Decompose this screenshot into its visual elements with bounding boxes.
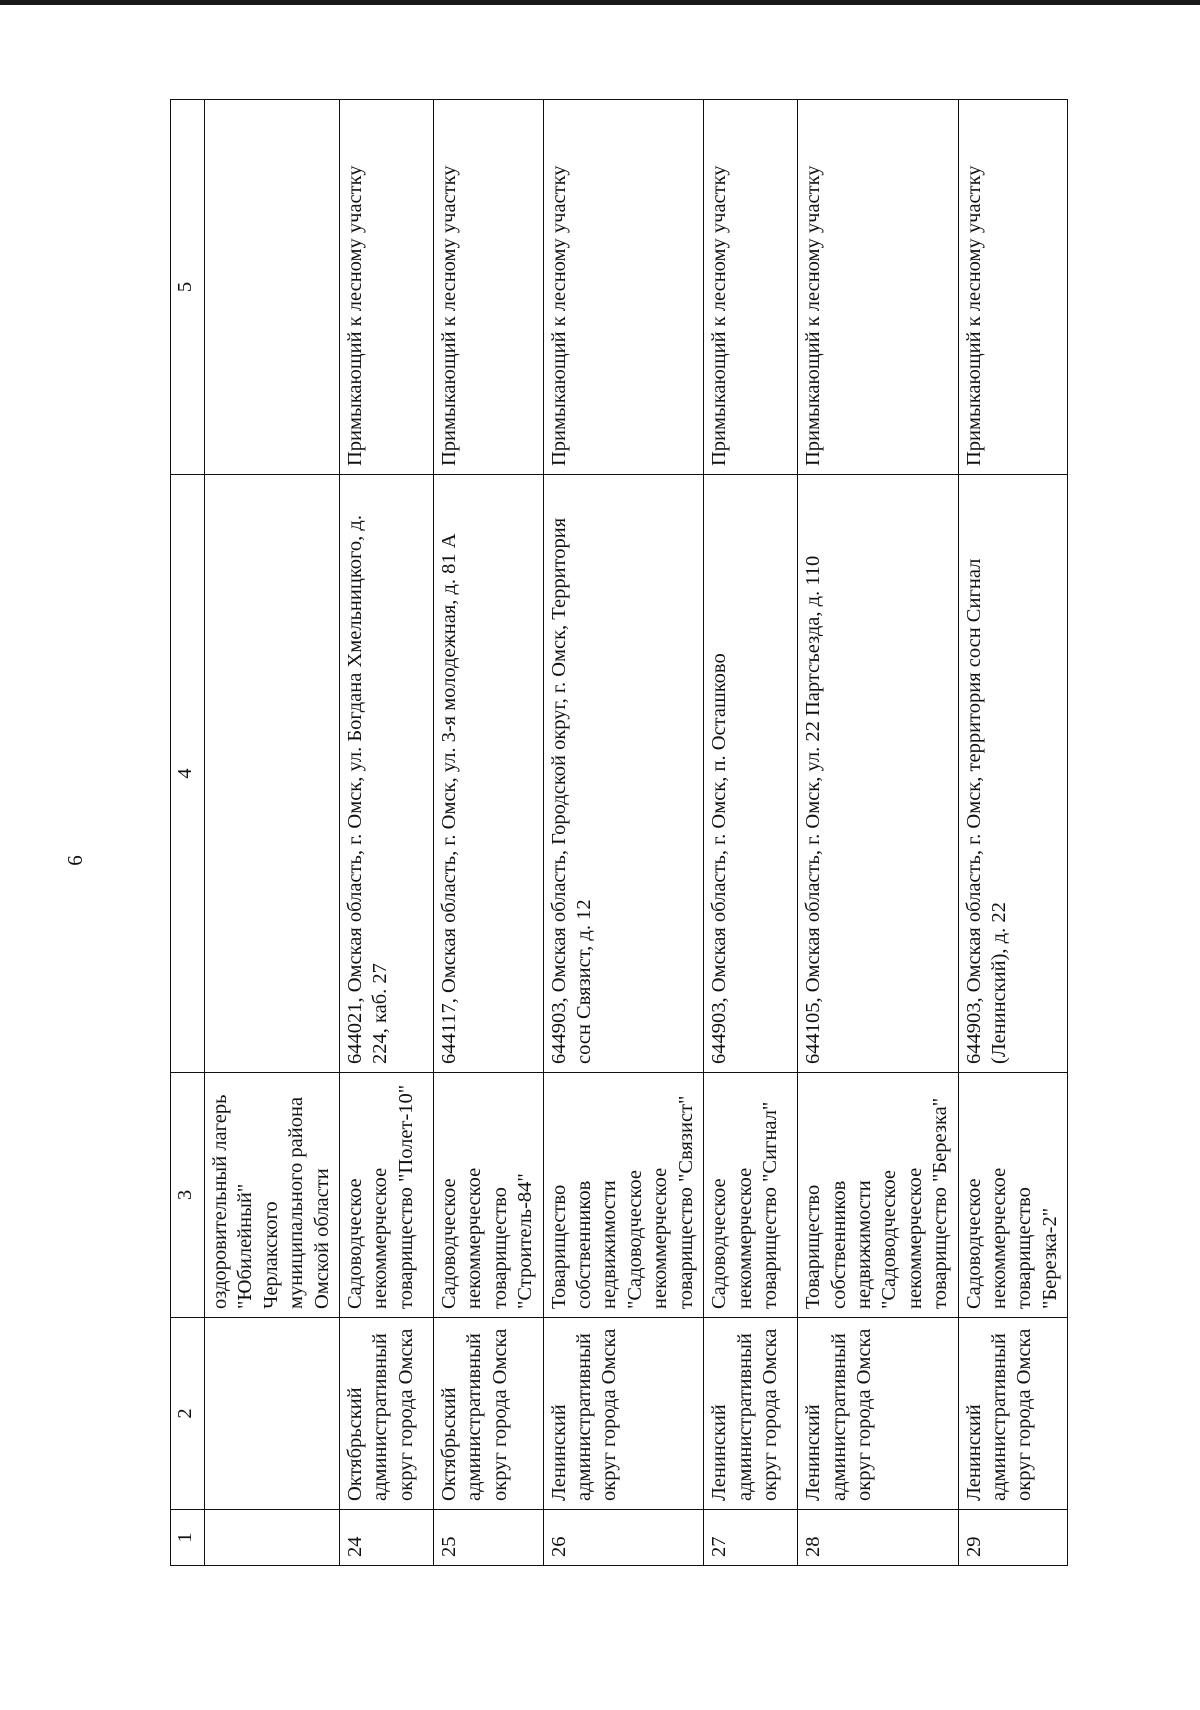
row-district: Ленинский административный округ города Омска (543, 1318, 703, 1510)
header-cell-4: 4 (171, 475, 205, 1073)
table-row (958, 100, 1068, 1566)
row-type: Примыкающий к лесному участку (434, 100, 544, 475)
row-district: Ленинский административный округ города Омска (704, 1318, 798, 1510)
cont-num (205, 1510, 340, 1566)
row-address: 644105, Омская область, г. Омск, ул. 22 Партсъезда, д. 110 (798, 475, 958, 1073)
row-number: 26 (543, 1510, 703, 1566)
row-address: 644903, Омская область, Городской округ, г. Омск, Территория сосн Связист, д. 12 (543, 475, 703, 1073)
table-row (340, 100, 434, 1566)
row-name: Садоводческое некоммерческое товарищество "Строитель-84" (434, 1073, 544, 1318)
row-type: Примыкающий к лесному участку (798, 100, 958, 475)
table-row (704, 100, 798, 1566)
row-name: Товарищество собственников недвижимости "Садоводческое некоммерческое товарищество "Березка" (798, 1073, 958, 1318)
table-row (434, 100, 544, 1566)
header-row (171, 100, 205, 1566)
table-row (543, 100, 703, 1566)
row-district: Октябрьский административный округ города Омска (340, 1318, 434, 1510)
row-type: Примыкающий к лесному участку (958, 100, 1068, 475)
row-name: Товарищество собственников недвижимости "Садоводческое некоммерческое товарищество "Связист" (543, 1073, 703, 1318)
table-row (798, 100, 958, 1566)
row-number: 27 (704, 1510, 798, 1566)
row-type: Примыкающий к лесному участку (340, 100, 434, 475)
row-type: Примыкающий к лесному участку (704, 100, 798, 475)
continuation-row (205, 100, 340, 1566)
rotated-table-wrapper (170, 100, 1178, 1566)
row-number: 29 (958, 1510, 1068, 1566)
row-district: Ленинский административный округ города Омска (798, 1318, 958, 1510)
cont-address (205, 475, 340, 1073)
header-cell-3: 3 (171, 1073, 205, 1318)
row-name: Садоводческое некоммерческое товарищество "Березка-2" (958, 1073, 1068, 1318)
header-cell-5: 5 (171, 100, 205, 475)
row-name: Садоводческое некоммерческое товарищество "Полет-10" (340, 1073, 434, 1318)
cont-name: оздоровительный лагерь "Юбилейный" Черлакского муниципального района Омской области (205, 1073, 340, 1318)
row-district: Октябрьский административный округ города Омска (434, 1318, 544, 1510)
row-name: Садоводческое некоммерческое товарищество "Сигнал" (704, 1073, 798, 1318)
row-address: 644903, Омская область, г. Омск, территория сосн Сигнал (Ленинский), д. 22 (958, 475, 1068, 1073)
header-cell-1: 1 (171, 1510, 205, 1566)
row-number: 28 (798, 1510, 958, 1566)
row-address: 644117, Омская область, г. Омск, ул. 3-я молодежная, д. 81 А (434, 475, 544, 1073)
scan-edge (0, 0, 1200, 5)
row-number: 24 (340, 1510, 434, 1566)
page-number: 6 (62, 855, 87, 866)
row-address: 644903, Омская область, г. Омск, п. Осташково (704, 475, 798, 1073)
cont-type (205, 100, 340, 475)
registry-table (170, 99, 1068, 1566)
header-cell-2: 2 (171, 1318, 205, 1510)
row-district: Ленинский административный округ города Омска (958, 1318, 1068, 1510)
row-number: 25 (434, 1510, 544, 1566)
row-type: Примыкающий к лесному участку (543, 100, 703, 475)
cont-district (205, 1318, 340, 1510)
row-address: 644021, Омская область, г. Омск, ул. Богдана Хмельницкого, д. 224, каб. 27 (340, 475, 434, 1073)
